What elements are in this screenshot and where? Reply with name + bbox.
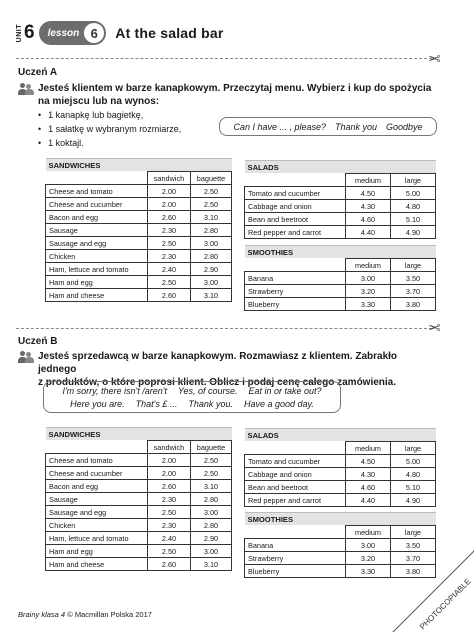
header-blank — [245, 526, 346, 539]
item-price: 2.30 — [148, 493, 191, 506]
book-title: Brainy klasa 4 — [18, 610, 66, 619]
item-name: Blueberry — [245, 298, 346, 311]
item-price: 4.30 — [346, 200, 391, 213]
item-name: Banana — [245, 539, 346, 552]
item-price: 2.50 — [191, 185, 232, 198]
salads-menu — [244, 160, 436, 239]
item-name: Red pepper and carrot — [245, 226, 346, 239]
menu-section-title: SMOOTHIES — [245, 513, 436, 526]
scissors-icon: ✂ — [428, 318, 441, 335]
item-price: 3.70 — [391, 552, 436, 565]
item-name: Red pepper and carrot — [245, 494, 346, 507]
menu-section-title: SMOOTHIES — [245, 246, 436, 259]
menu-section-title: SANDWICHES — [46, 159, 232, 172]
item-name: Bacon and egg — [46, 480, 148, 493]
item-name: Strawberry — [245, 552, 346, 565]
item-name: Tomato and cucumber — [245, 455, 346, 468]
column-header: medium — [346, 259, 391, 272]
pair-work-icon — [18, 351, 38, 364]
table-row — [245, 213, 436, 226]
lesson-number: 6 — [84, 23, 104, 43]
part-b-title: Uczeń B — [18, 336, 58, 347]
phrase: Have a good day. — [243, 399, 314, 409]
item-name: Cabbage and onion — [245, 200, 346, 213]
item-price: 3.20 — [346, 285, 391, 298]
item-price: 2.90 — [191, 263, 232, 276]
item-price: 2.30 — [148, 519, 191, 532]
column-header: large — [391, 526, 436, 539]
part-a-title: Uczeń A — [18, 67, 58, 78]
item-price: 2.80 — [191, 493, 232, 506]
item-price: 4.90 — [391, 226, 436, 239]
phrase: I'm sorry, there isn't /aren't — [62, 386, 167, 396]
item-price: 3.10 — [191, 558, 232, 571]
item-name: Sausage — [46, 224, 148, 237]
table-row — [245, 455, 436, 468]
cut-line — [16, 328, 432, 329]
item-price: 2.00 — [148, 454, 191, 467]
table-row — [46, 545, 232, 558]
page-title: At the salad bar — [115, 25, 224, 41]
item-name: Cheese and cucumber — [46, 467, 148, 480]
item-price: 2.40 — [148, 263, 191, 276]
phrase: Goodbye — [386, 121, 423, 132]
item-price: 2.50 — [148, 545, 191, 558]
item-price: 3.70 — [391, 285, 436, 298]
item-price: 2.50 — [191, 467, 232, 480]
item-price: 3.30 — [346, 565, 391, 578]
item-price: 3.00 — [191, 276, 232, 289]
column-header: large — [391, 442, 436, 455]
copyright: © Macmillan Polska 2017 — [67, 610, 152, 619]
item-price: 2.80 — [191, 224, 232, 237]
item-price: 3.00 — [191, 506, 232, 519]
instruction-line: Jesteś sprzedawcą w barze kanapkowym. Rozmawiasz z klientem. Zabrakło jednego — [38, 351, 398, 375]
item-price: 3.00 — [191, 237, 232, 250]
item-price: 4.80 — [391, 200, 436, 213]
smoothies-menu — [244, 245, 436, 311]
column-header: medium — [346, 526, 391, 539]
order-list — [38, 108, 181, 150]
item-price: 4.90 — [391, 494, 436, 507]
menu-section-title: SANDWICHES — [46, 428, 232, 441]
item-price: 2.00 — [148, 467, 191, 480]
item-name: Ham and egg — [46, 545, 148, 558]
instruction-line: na miejscu lub na wynos: — [38, 96, 160, 107]
header-blank — [245, 174, 346, 187]
menu-section-title: SALADS — [245, 161, 436, 174]
lesson-badge — [39, 21, 107, 45]
table-row — [46, 185, 232, 198]
table-row — [245, 298, 436, 311]
phrase: Here you are. — [70, 399, 125, 409]
part-a-instruction — [18, 82, 438, 108]
phrase-box — [219, 117, 437, 136]
table-row — [46, 276, 232, 289]
table-row — [46, 493, 232, 506]
column-header: sandwich — [148, 441, 191, 454]
phrase: Can I have ... , please? — [233, 121, 326, 132]
item-name: Cabbage and onion — [245, 468, 346, 481]
table-row — [245, 272, 436, 285]
page-header — [16, 20, 224, 46]
item-name: Sausage — [46, 493, 148, 506]
item-name: Sausage and egg — [46, 506, 148, 519]
footer — [18, 610, 152, 619]
item-price: 4.30 — [346, 468, 391, 481]
list-item: • 1 kanapkę lub bagietkę, — [38, 108, 181, 122]
item-price: 4.40 — [346, 226, 391, 239]
item-price: 5.10 — [391, 481, 436, 494]
item-price: 2.50 — [191, 198, 232, 211]
item-name: Bacon and egg — [46, 211, 148, 224]
item-name: Chicken — [46, 519, 148, 532]
header-blank — [46, 441, 148, 454]
scissors-icon: ✂ — [428, 49, 441, 66]
item-price: 2.90 — [191, 532, 232, 545]
item-price: 5.00 — [391, 455, 436, 468]
phrase: Thank you. — [188, 399, 233, 409]
column-header: medium — [346, 442, 391, 455]
item-price: 2.50 — [191, 454, 232, 467]
table-row — [245, 187, 436, 200]
column-header: large — [391, 174, 436, 187]
item-price: 3.10 — [191, 289, 232, 302]
item-price: 4.50 — [346, 455, 391, 468]
list-item: • 1 koktajl. — [38, 136, 181, 150]
table-row — [46, 263, 232, 276]
cut-line — [16, 58, 432, 59]
item-price: 5.00 — [391, 187, 436, 200]
item-price: 2.30 — [148, 224, 191, 237]
item-price: 2.60 — [148, 558, 191, 571]
item-price: 3.00 — [346, 539, 391, 552]
item-name: Blueberry — [245, 565, 346, 578]
column-header: sandwich — [148, 172, 191, 185]
item-name: Bean and beetroot — [245, 213, 346, 226]
item-price: 3.80 — [391, 298, 436, 311]
column-header: baguette — [191, 441, 232, 454]
table-row — [245, 494, 436, 507]
item-price: 3.50 — [391, 539, 436, 552]
item-price: 4.50 — [346, 187, 391, 200]
item-name: Ham and cheese — [46, 558, 148, 571]
unit-number: 6 — [24, 22, 35, 43]
menu-section-title: SALADS — [245, 429, 436, 442]
table-row — [46, 454, 232, 467]
item-price: 4.60 — [346, 481, 391, 494]
item-price: 2.50 — [148, 506, 191, 519]
instruction-line: Jesteś klientem w barze kanapkowym. Przeczytaj menu. Wybierz i kup do spożycia — [38, 83, 432, 94]
item-name: Ham, lettuce and tomato — [46, 532, 148, 545]
list-item: • 1 sałatkę w wybranym rozmiarze, — [38, 122, 181, 136]
item-price: 2.00 — [148, 185, 191, 198]
table-row — [245, 285, 436, 298]
item-name: Tomato and cucumber — [245, 187, 346, 200]
table-row — [46, 506, 232, 519]
item-name: Ham and cheese — [46, 289, 148, 302]
phrase: Thank you — [335, 121, 378, 132]
item-name: Strawberry — [245, 285, 346, 298]
table-row — [46, 224, 232, 237]
table-row — [46, 237, 232, 250]
table-row — [245, 200, 436, 213]
item-price: 3.50 — [391, 272, 436, 285]
phrase: Yes, of course. — [177, 386, 238, 396]
item-price: 2.60 — [148, 211, 191, 224]
table-row — [46, 532, 232, 545]
item-price: 3.00 — [191, 545, 232, 558]
item-price: 2.80 — [191, 519, 232, 532]
pair-work-icon — [18, 83, 38, 96]
item-price: 2.50 — [148, 276, 191, 289]
lesson-label: lesson — [47, 27, 80, 39]
item-price: 4.40 — [346, 494, 391, 507]
table-row — [46, 250, 232, 263]
table-row — [46, 198, 232, 211]
item-price: 2.60 — [148, 289, 191, 302]
table-row — [46, 211, 232, 224]
unit-label: UNIT — [16, 23, 23, 43]
header-blank — [245, 259, 346, 272]
sandwiches-menu — [45, 158, 232, 302]
item-price: 3.00 — [346, 272, 391, 285]
item-price: 5.10 — [391, 213, 436, 226]
table-row — [245, 468, 436, 481]
table-row — [46, 467, 232, 480]
photocopiable-label: PHOTOCOPIABLE — [418, 576, 473, 632]
item-name: Cheese and cucumber — [46, 198, 148, 211]
item-price: 3.30 — [346, 298, 391, 311]
sandwiches-menu — [45, 427, 232, 571]
salads-menu — [244, 428, 436, 507]
column-header: medium — [346, 174, 391, 187]
instruction-line: z produktów, o które poprosi klient. Oblicz i podaj cenę całego zamówienia. — [38, 377, 397, 388]
item-name: Banana — [245, 272, 346, 285]
header-blank — [46, 172, 148, 185]
item-price: 2.80 — [191, 250, 232, 263]
item-price: 2.00 — [148, 198, 191, 211]
item-name: Ham, lettuce and tomato — [46, 263, 148, 276]
phrase: Eat in or take out? — [248, 386, 322, 396]
phrase: That's £ ... — [135, 399, 178, 409]
phrase-box — [43, 381, 341, 413]
item-name: Ham and egg — [46, 276, 148, 289]
item-price: 2.60 — [148, 480, 191, 493]
table-row — [46, 558, 232, 571]
item-price: 3.10 — [191, 211, 232, 224]
table-row — [46, 289, 232, 302]
item-name: Chicken — [46, 250, 148, 263]
column-header: baguette — [191, 172, 232, 185]
item-name: Cheese and tomato — [46, 454, 148, 467]
table-row — [46, 519, 232, 532]
header-blank — [245, 442, 346, 455]
item-price: 4.60 — [346, 213, 391, 226]
item-price: 4.80 — [391, 468, 436, 481]
item-name: Sausage and egg — [46, 237, 148, 250]
table-row — [46, 480, 232, 493]
item-price: 3.80 — [391, 565, 436, 578]
column-header: large — [391, 259, 436, 272]
item-price: 3.10 — [191, 480, 232, 493]
item-price: 2.40 — [148, 532, 191, 545]
item-price: 3.20 — [346, 552, 391, 565]
item-name: Bean and beetroot — [245, 481, 346, 494]
item-name: Cheese and tomato — [46, 185, 148, 198]
item-price: 2.30 — [148, 250, 191, 263]
photocopiable-corner — [385, 550, 474, 632]
table-row — [245, 226, 436, 239]
table-row — [245, 481, 436, 494]
item-price: 2.50 — [148, 237, 191, 250]
